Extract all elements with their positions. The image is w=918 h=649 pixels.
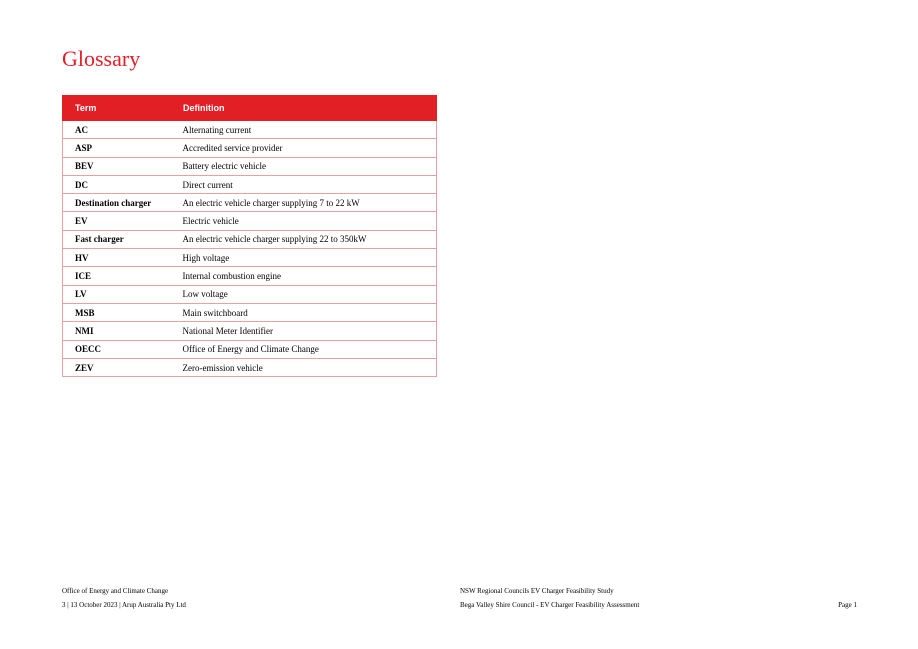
table-row [63,157,437,175]
definition-cell: An electric vehicle charger supplying 22 to 350kW [171,230,437,248]
term-cell: Destination charger [63,194,171,212]
page-title: Glossary [62,46,141,71]
definition-cell: High voltage [171,249,437,267]
table-row [63,194,437,212]
term-cell: DC [63,175,171,193]
term-cell: ZEV [63,358,171,376]
term-cell: OECC [63,340,171,358]
term-cell: EV [63,212,171,230]
definition-cell: Electric vehicle [171,212,437,230]
definition-cell: An electric vehicle charger supplying 7 to 22 kW [171,194,437,212]
table-row [63,230,437,248]
term-cell: Fast charger [63,230,171,248]
definition-cell: National Meter Identifier [171,322,437,340]
term-cell: HV [63,249,171,267]
definition-cell: Alternating current [171,121,437,139]
term-cell: BEV [63,157,171,175]
term-cell: ICE [63,267,171,285]
table-row [63,139,437,157]
table-row [63,175,437,193]
definition-cell: Direct current [171,175,437,193]
definition-cell: Main switchboard [171,303,437,321]
definition-cell: Accredited service provider [171,139,437,157]
table-row [63,212,437,230]
footer-study-title: NSW Regional Councils EV Charger Feasibility Study [460,587,614,595]
table-row [63,322,437,340]
footer-issue-line: 3 | 13 October 2023 | Arup Australia Pty Ltd [62,601,186,609]
definition-cell: Battery electric vehicle [171,157,437,175]
table-row [63,358,437,376]
term-cell: MSB [63,303,171,321]
definition-column-header: Definition [171,96,437,121]
definition-cell: Low voltage [171,285,437,303]
term-cell: NMI [63,322,171,340]
table-row [63,340,437,358]
table-row [63,267,437,285]
definition-cell: Office of Energy and Climate Change [171,340,437,358]
footer-client: Office of Energy and Climate Change [62,587,169,595]
definition-cell: Internal combustion engine [171,267,437,285]
table-row [63,121,437,139]
table-row [63,285,437,303]
term-cell: ASP [63,139,171,157]
table-row [63,249,437,267]
glossary-table [62,95,437,377]
footer-page-number: Page 1 [838,601,857,609]
footer-report-title: Bega Valley Shire Council - EV Charger Feasibility Assessment [460,601,640,609]
glossary-header-row [63,96,437,121]
definition-cell: Zero-emission vehicle [171,358,437,376]
term-column-header: Term [63,96,171,121]
table-row [63,303,437,321]
term-cell: LV [63,285,171,303]
term-cell: AC [63,121,171,139]
